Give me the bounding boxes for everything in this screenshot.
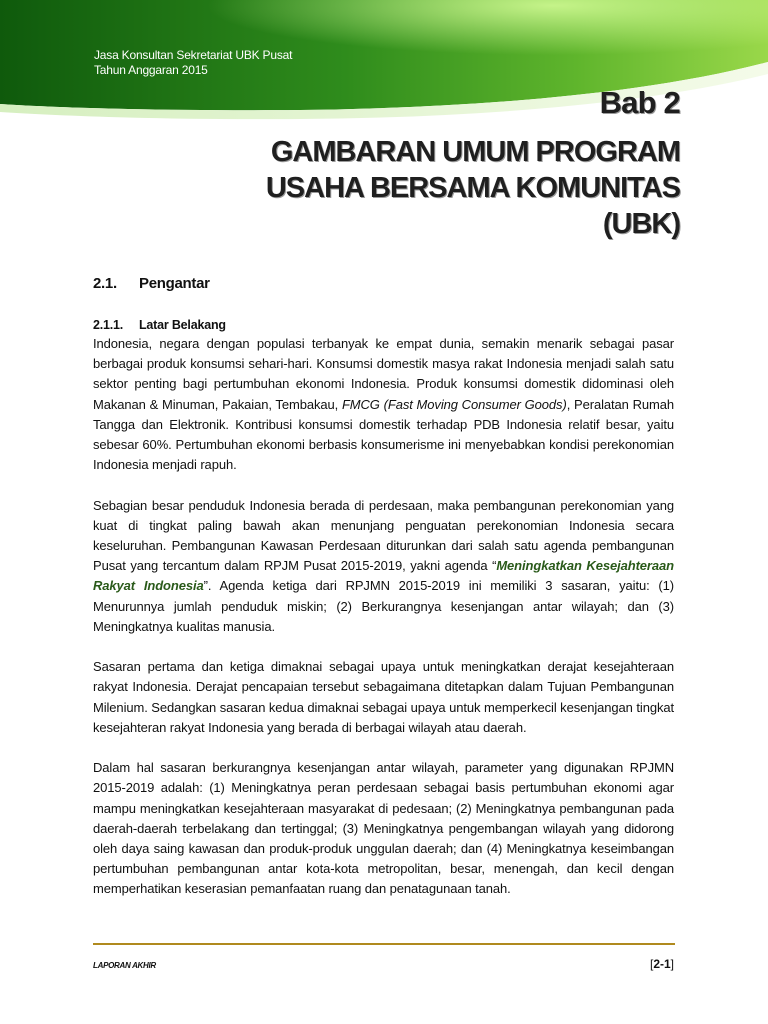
body-text (93, 334, 674, 920)
paragraph-1-part-1: Indonesia, negara dengan populasi terbanyak ke empat dunia, semakin menarik sebagai pasar berbagai produk konsumsi sehari-hari. Konsumsi domestik masya rakat Indonesia menjadi salah satu sektor penting bagi pertumbuhan ekonomi Indonesia. Produk konsumsi domestik didominasi oleh Makanan & Minuman, Pakaian, Tembakau, (93, 336, 674, 412)
page-bracket-open: [ (649, 957, 654, 971)
chapter-title-line-2: USAHA BERSAMA KOMUNITAS (265, 172, 680, 204)
paragraph-1-part-2: , Peralatan Rumah Tangga dan Elektronik. Kontribusi konsumsi domestik terhadap PDB Indonesia relatif besar, yaitu sebesar 60%. Pertumbuhan ekonomi berbasis konsumerisme ini menyebabkan kondisi perekonomian Indonesia menjadi rapuh. (93, 396, 674, 473)
paragraph-2-part-1: Sebagian besar penduduk Indonesia berada di perdesaan, maka pembangunan perekonomian yang kuat di tingkat paling bawah akan menunjang penguatan perekonomian Indonesia secara keseluruhan. Pembangunan Kawasan Perdesaan diturunkan dari salah satu agenda pembangunan Pusat yang tercantum dalam RPJM Pusat 2015-2019, yakni agenda “ (93, 497, 674, 574)
subsection-title: Latar Belakang (139, 318, 226, 332)
footer-divider (93, 943, 675, 945)
chapter-title (200, 134, 680, 242)
paragraph-2 (93, 496, 674, 637)
section-title: Pengantar (139, 275, 210, 292)
document-header (94, 48, 292, 78)
chapter-title-line-1: GAMBARAN UMUM PROGRAM (270, 136, 680, 168)
section-heading (93, 275, 210, 292)
header-line-2: Tahun Anggaran 2015 (94, 63, 208, 77)
paragraph-4: Dalam hal sasaran berkurangnya kesenjangan antar wilayah, parameter yang digunakan RPJMN 2015-2019 adalah: (1) Meningkatnya peran perdesaan sebagai basis pertumbuhan ekonomi agar mampu meningkatkan kesejahteraan masyarakat di pedesaan; (2) Meningkatnya pembangunan pada daerah-daerah terbelakang dan tertinggal; (3) Meningkatnya pengembangan wilayah yang didorong oleh daya saing kawasan dan produk-produk unggulan daerah; dan (4) Meningkatnya keseimbangan pertumbuhan pembangunan antar kota-kota metropolitan, besar, menengah, dan kecil dengan memperhatikan keserasian pemanfaatan ruang dan penatagunaan tanah. (93, 760, 674, 897)
footer-report-label: LAPORAN AKHIR (93, 961, 156, 970)
subsection-number: 2.1.1. (93, 318, 124, 332)
section-number: 2.1. (93, 275, 117, 292)
page-number-value: 2-1 (653, 957, 671, 971)
paragraph-2-emphasis: Meningkatkan Kesejahteraan Rakyat Indonesia (93, 558, 674, 594)
header-line-1: Jasa Konsultan Sekretariat UBK Pusat (94, 48, 293, 62)
paragraph-3: Sasaran pertama dan ketiga dimaknai sebagai upaya untuk meningkatkan derajat kesejahteraan rakyat Indonesia. Derajat pencapaian tersebut sebagaimana ditetapkan dalam Tujuan Pembangunan Milenium. Sedangkan sasaran kedua dimaknai sebagai upaya untuk memperkecil kesenjangan tingkat kesejahteran rakyat Indonesia yang berada di berbagai wilayah atau daerah. (93, 659, 674, 735)
paragraph-1 (93, 334, 674, 475)
chapter-label: Bab 2 (599, 85, 680, 120)
page-number (650, 957, 674, 971)
chapter-title-line-3: (UBK) (602, 208, 680, 240)
paragraph-2-part-2: ”. Agenda ketiga dari RPJMN 2015-2019 ini memiliki 3 sasaran, yaitu: (1) Menurunnya jumlah penduduk miskin; (2) Berkurangnya kesenjangan antar wilayah; dan (3) Meningkatnya kualitas manusia. (93, 578, 675, 634)
paragraph-1-italic: FMCG (Fast Moving Consumer Goods) (341, 396, 567, 412)
subsection-heading (93, 318, 226, 332)
page-bracket-close: ] (670, 957, 674, 971)
